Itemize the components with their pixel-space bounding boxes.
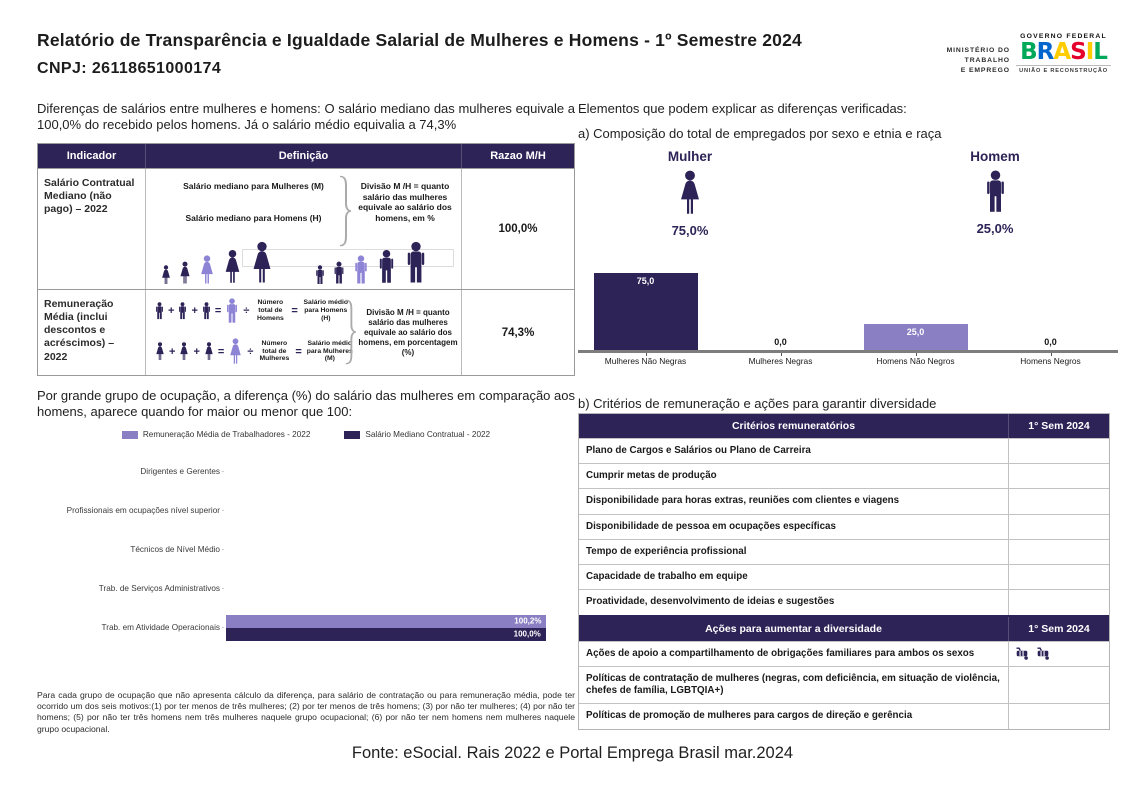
actions-table-header [579, 615, 1109, 641]
indicator-label: Remuneração Média (inclui descontos e acréscimos) – 2022 [38, 290, 146, 375]
action-row [579, 703, 1109, 728]
composition-bars [578, 266, 1118, 350]
criteria-value-cell [1009, 515, 1109, 539]
brace-graphic [338, 175, 351, 247]
criteria-row [579, 564, 1109, 589]
footnote: Para cada grupo de ocupação que não apresenta cálculo da diferença, para salário de contratação ou para remuneração média, pode ter ocorrido um dos seis motivos:(1) por ter menos de três mulheres; (2) por ter menos de três homens; (3) por não ter mulheres; (4) por não ter homens; (5) por não ter três homens nem três mulheres naquele grupo ocupacional; (6) por não ter nem homens nem mulheres naquele grupo ocupacional. [37, 690, 575, 734]
gender-label: Homem [970, 149, 1020, 164]
female-figures-group [160, 241, 275, 285]
male-figures-group [314, 241, 429, 285]
occupation-bars [226, 615, 549, 641]
plus-sign: + [193, 345, 200, 358]
female-figure-icon [160, 265, 172, 285]
legend-label: Salário Mediano Contratual - 2022 [365, 430, 491, 439]
occupation-bar-chart [37, 452, 549, 647]
action-row [579, 666, 1109, 703]
brace-graphic [344, 299, 356, 365]
criteria-value-cell [1009, 489, 1109, 513]
definition-explanation: Divisão M /H = quanto salário das mulheres equivale ao salário dos homens, em porcentagem (%) [358, 308, 458, 357]
criteria-row [579, 589, 1109, 614]
equation-result: Salário médio para Mulheres (M) [306, 339, 353, 363]
legend-swatch-light-purple [122, 431, 138, 439]
axis-tick: · [221, 623, 225, 632]
occupation-category-label: Profissionais em ocupações nível superior [66, 505, 220, 515]
composition-category-labels [578, 353, 1118, 366]
criteria-label: Tempo de experiência profissional [579, 540, 1009, 564]
section-b-title: b) Critérios de remuneração e ações para garantir diversidade [578, 396, 937, 411]
criteria-value-cell [1009, 540, 1109, 564]
definition-explanation: Divisão M /H = quanto salário das mulheres equivale ao salário dos homens, em % [358, 181, 452, 223]
female-figure-icon [178, 342, 190, 361]
male-figure-icon [314, 265, 326, 285]
composition-bar [864, 324, 968, 350]
criteria-value-cell [1009, 565, 1109, 589]
brasil-logo-letter: B [1020, 39, 1037, 65]
definition-diagram [146, 169, 462, 289]
header-cell-definicao: Definição [146, 144, 462, 168]
legend-item [344, 430, 490, 439]
actions-header-label: Ações para aumentar a diversidade [579, 617, 1009, 641]
axis-tick: · [221, 467, 225, 476]
criteria-label: Cumprir metas de produção [579, 464, 1009, 488]
occupation-category-label: Trab. de Serviços Administrativos [98, 583, 220, 593]
equation-divisor: Número total de Homens [256, 299, 284, 322]
definition-text: Salário mediano para Homens (H) [185, 213, 322, 223]
gender-summary-homem [920, 149, 1070, 236]
ministry-line: MINISTÉRIO DO [946, 47, 1010, 54]
occupation-category-label: Trab. em Atividade Operacionais [101, 622, 220, 632]
criteria-label: Plano de Cargos e Salários ou Plano de Carreira [579, 439, 1009, 463]
occupation-row [37, 569, 549, 608]
brasil-logo-letter: S [1070, 39, 1086, 65]
brasil-logo-letter: I [1085, 39, 1094, 65]
composition-bar-chart [578, 266, 1118, 366]
composition-bar-slot [578, 266, 713, 350]
composition-category-label: Homens Não Negros [848, 353, 983, 366]
indicator-row-remuneracao-media [38, 289, 574, 375]
criteria-row [579, 438, 1109, 463]
indicators-table [37, 143, 575, 376]
occupation-category-label: Dirigentes e Gerentes [140, 466, 220, 476]
female-figure-icon [198, 255, 216, 285]
bar-value-label: 75,0 [636, 276, 655, 286]
occupation-chart-title: Por grande grupo de ocupação, a diferença (%) do salário das mulheres em comparação aos homens, aparece quando for maior ou menor que 100: [37, 388, 575, 420]
page-title: Relatório de Transparência e Igualdade Salarial de Mulheres e Homens - 1º Semestre 2024 [37, 30, 802, 50]
criteria-rows [579, 438, 1109, 615]
actions-header-period: 1° Sem 2024 [1028, 622, 1090, 635]
woman-icon [676, 170, 704, 216]
elements-title: Elementos que podem explicar as diferenças verificadas: [578, 101, 907, 116]
bar-salario-mediano [226, 628, 546, 641]
actions-rows [579, 641, 1109, 729]
male-figure-icon [177, 302, 188, 320]
criteria-label: Proatividade, desenvolvimento de ideias e sugestões [579, 590, 1009, 614]
occupation-row [37, 452, 549, 491]
action-value-cell [1009, 704, 1109, 728]
header-cell-indicador: Indicador [38, 144, 146, 168]
brasil-logo-letter: L [1093, 39, 1107, 65]
composition-bar [594, 273, 698, 350]
ministry-line: TRABALHO [964, 57, 1010, 65]
action-label: Políticas de promoção de mulheres para cargos de direção e gerência [579, 704, 1009, 728]
divide-sign: ÷ [243, 305, 250, 317]
plus-sign: + [168, 305, 175, 317]
bar-value-label: 0,0 [774, 337, 787, 347]
criteria-header-label: Critérios remuneratórios [579, 414, 1009, 438]
criteria-value-cell [1009, 590, 1109, 614]
axis-tick: · [221, 584, 225, 593]
male-figure-icon [332, 261, 346, 285]
gender-label: Mulher [667, 149, 713, 164]
equals-sign: = [291, 305, 298, 317]
occupation-row [37, 608, 549, 647]
criteria-header-period: 1° Sem 2024 [1028, 420, 1090, 432]
ministry-line: E EMPREGO [960, 67, 1010, 75]
equation-divisor: Número total de Mulheres [259, 339, 290, 363]
man-icon [982, 170, 1009, 214]
axis-tick: · [221, 545, 225, 554]
composition-category-label: Homens Negros [983, 353, 1118, 366]
criteria-row [579, 539, 1109, 564]
bar-value-label: 25,0 [906, 327, 925, 337]
ministry-logo [925, 46, 1010, 77]
equation-result: Salário médio para Homens (H) [303, 299, 349, 322]
bar-value-label: 100,2% [514, 616, 542, 626]
governo-federal-logo [1016, 33, 1111, 74]
source-line: Fonte: eSocial. Rais 2022 e Portal Emprega Brasil mar.2024 [351, 744, 794, 762]
indicators-table-header [38, 144, 574, 168]
legend-label: Remuneração Média de Trabalhadores - 2022 [142, 430, 311, 439]
definition-diagram [146, 290, 462, 375]
male-figure-icon [154, 302, 165, 320]
equation-women [154, 338, 355, 365]
criteria-label: Disponibilidade de pessoa em ocupações específicas [579, 515, 1009, 539]
female-figure-icon [203, 342, 215, 361]
female-figure-icon [178, 261, 192, 285]
indicator-row-salario-mediano [38, 168, 574, 289]
composition-bar-slot [713, 266, 848, 350]
section-a-title: a) Composição do total de empregados por sexo e etnia e raça [578, 126, 942, 141]
male-figure-icon [201, 302, 212, 320]
razao-value: 74,3% [501, 326, 535, 339]
razao-value: 100,0% [498, 223, 538, 235]
axis-tick: · [221, 506, 225, 515]
criteria-row [579, 514, 1109, 539]
male-figure-icon [224, 298, 240, 324]
female-figure-icon [227, 338, 244, 365]
occupation-category-label: Técnicos de Nível Médio [130, 544, 220, 554]
criteria-table-header [579, 414, 1109, 438]
action-label: Políticas de contratação de mulheres (negras, com deficiência, em situação de violência, chefes de família, LGBTQIA+) [579, 667, 1009, 703]
gov-logo-top-text: GOVERNO FEDERAL [1020, 33, 1107, 40]
occupation-row [37, 530, 549, 569]
criteria-row [579, 488, 1109, 513]
equation-men [154, 298, 351, 324]
composition-bar-slot [848, 266, 983, 350]
brasil-logo-letter: A [1053, 39, 1071, 65]
occupation-chart-legend [37, 430, 575, 439]
criteria-label: Disponibilidade para horas extras, reuniões com clientes e viagens [579, 489, 1009, 513]
criteria-row [579, 463, 1109, 488]
indicator-label: Salário Contratual Mediano (não pago) – 2022 [38, 169, 146, 289]
gender-value: 75,0% [671, 223, 709, 238]
stroller-icon [1015, 647, 1032, 660]
plus-sign: + [169, 345, 176, 358]
plus-sign: + [191, 305, 198, 317]
criteria-value-cell [1009, 464, 1109, 488]
bar-value-label: 0,0 [1044, 337, 1057, 347]
action-value-cell [1009, 667, 1109, 703]
cnpj-line: CNPJ: 26118651000174 [37, 60, 222, 77]
female-figure-icon [154, 342, 166, 361]
brasil-logo-letter: R [1036, 39, 1054, 65]
equals-sign: = [214, 305, 222, 317]
divide-sign: ÷ [247, 345, 254, 358]
female-figure-icon [222, 249, 243, 285]
brasil-logo [1016, 40, 1111, 64]
composition-category-label: Mulheres Não Negras [578, 353, 713, 366]
composition-bar-slot [983, 266, 1118, 350]
bar-remuneracao-media [226, 615, 546, 628]
legend-swatch-dark-purple [344, 431, 360, 439]
gender-summary-mulher [615, 149, 765, 238]
female-figure-icon [249, 241, 275, 285]
occupation-row [37, 491, 549, 530]
action-value-cell [1009, 642, 1109, 666]
bar-value-label: 100,0% [513, 629, 541, 639]
gender-value: 25,0% [976, 221, 1014, 236]
intro-paragraph: Diferenças de salários entre mulheres e homens: O salário mediano das mulheres equivale a 100,0% do recebido pelos homens. Já o salário médio equivalia a 74,3% [37, 101, 575, 133]
action-row [579, 641, 1109, 666]
action-label: Ações de apoio a compartilhamento de obrigações familiares para ambos os sexos [579, 642, 1009, 666]
definition-text: Salário mediano para Mulheres (M) [183, 181, 324, 191]
stroller-icon [1036, 647, 1053, 660]
male-figure-icon [403, 241, 429, 285]
criteria-label: Capacidade de trabalho em equipe [579, 565, 1009, 589]
composition-category-label: Mulheres Negras [713, 353, 848, 366]
equals-sign: = [295, 345, 302, 358]
criteria-value-cell [1009, 439, 1109, 463]
legend-item [122, 430, 311, 439]
gov-logo-bottom-text: UNIÃO E RECONSTRUÇÃO [1016, 65, 1111, 74]
male-figure-icon [376, 249, 397, 285]
equals-sign: = [217, 345, 225, 358]
criteria-actions-table [578, 413, 1110, 730]
male-figure-icon [352, 255, 370, 285]
header-cell-razao: Razao M/H [490, 150, 546, 162]
